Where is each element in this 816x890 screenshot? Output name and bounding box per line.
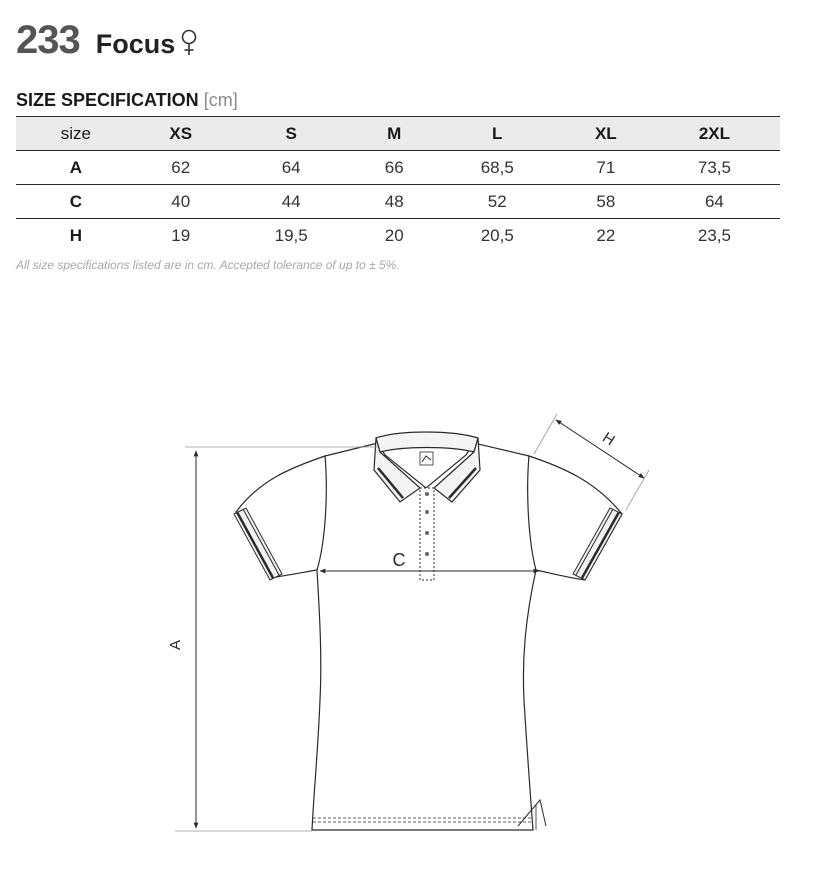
column-header-xs: XS (136, 117, 226, 151)
table-cell: 68,5 (432, 151, 563, 185)
dimension-c-label: C (392, 550, 406, 570)
tolerance-note: All size specifications listed are in cm. Accepted tolerance of up to ± 5%. (16, 258, 400, 272)
table-cell: 48 (357, 185, 432, 219)
table-cell: 44 (226, 185, 357, 219)
table-cell: 20,5 (480, 225, 514, 245)
table-row (16, 151, 780, 185)
table-cell: 64 (649, 185, 780, 219)
row-label: H (69, 225, 83, 245)
extension-line (534, 414, 557, 454)
table-cell: 22 (596, 225, 616, 245)
column-header-2xl: 2XL (649, 117, 780, 151)
size-spec-heading: SIZE SPECIFICATION (16, 90, 199, 110)
extension-line (626, 470, 649, 510)
dimension-h-arrow (556, 420, 644, 478)
row-label: A (16, 151, 136, 185)
size-spec-unit: [cm] (203, 90, 238, 110)
row-label: C (16, 185, 136, 219)
table-cell: 20 (384, 225, 404, 245)
column-header-size: size (16, 117, 136, 151)
size-spec-title (16, 90, 238, 111)
product-name: Focus (95, 29, 176, 59)
table-cell: 64 (226, 151, 357, 185)
table-cell: 52 (432, 185, 563, 219)
column-header-l: L (432, 117, 563, 151)
button (425, 492, 429, 496)
product-code: 233 (16, 18, 80, 62)
column-header-m: M (357, 117, 432, 151)
table-cell: 19 (171, 225, 191, 245)
neck-label (420, 452, 433, 465)
table-cell: 73,5 (649, 151, 780, 185)
female-symbol-icon (181, 29, 197, 62)
table-row (16, 185, 780, 219)
button (425, 531, 429, 535)
column-header-s: S (226, 117, 357, 151)
table-cell: 66 (357, 151, 432, 185)
polo-shirt-diagram (0, 400, 816, 845)
size-table (16, 116, 780, 252)
dimension-a-label: A (167, 639, 184, 651)
button (425, 552, 429, 556)
product-header (16, 18, 197, 63)
table-cell: 58 (563, 185, 649, 219)
dimension-h-label: H (599, 429, 618, 450)
table-cell: 62 (136, 151, 226, 185)
column-header-xl: XL (563, 117, 649, 151)
table-cell: 40 (136, 185, 226, 219)
button (425, 510, 429, 514)
size-table-header (16, 117, 780, 151)
table-cell: 19,5 (274, 225, 308, 245)
table-row (16, 219, 780, 253)
table-cell: 23,5 (697, 225, 731, 245)
table-cell: 71 (563, 151, 649, 185)
collar-back (376, 432, 478, 452)
